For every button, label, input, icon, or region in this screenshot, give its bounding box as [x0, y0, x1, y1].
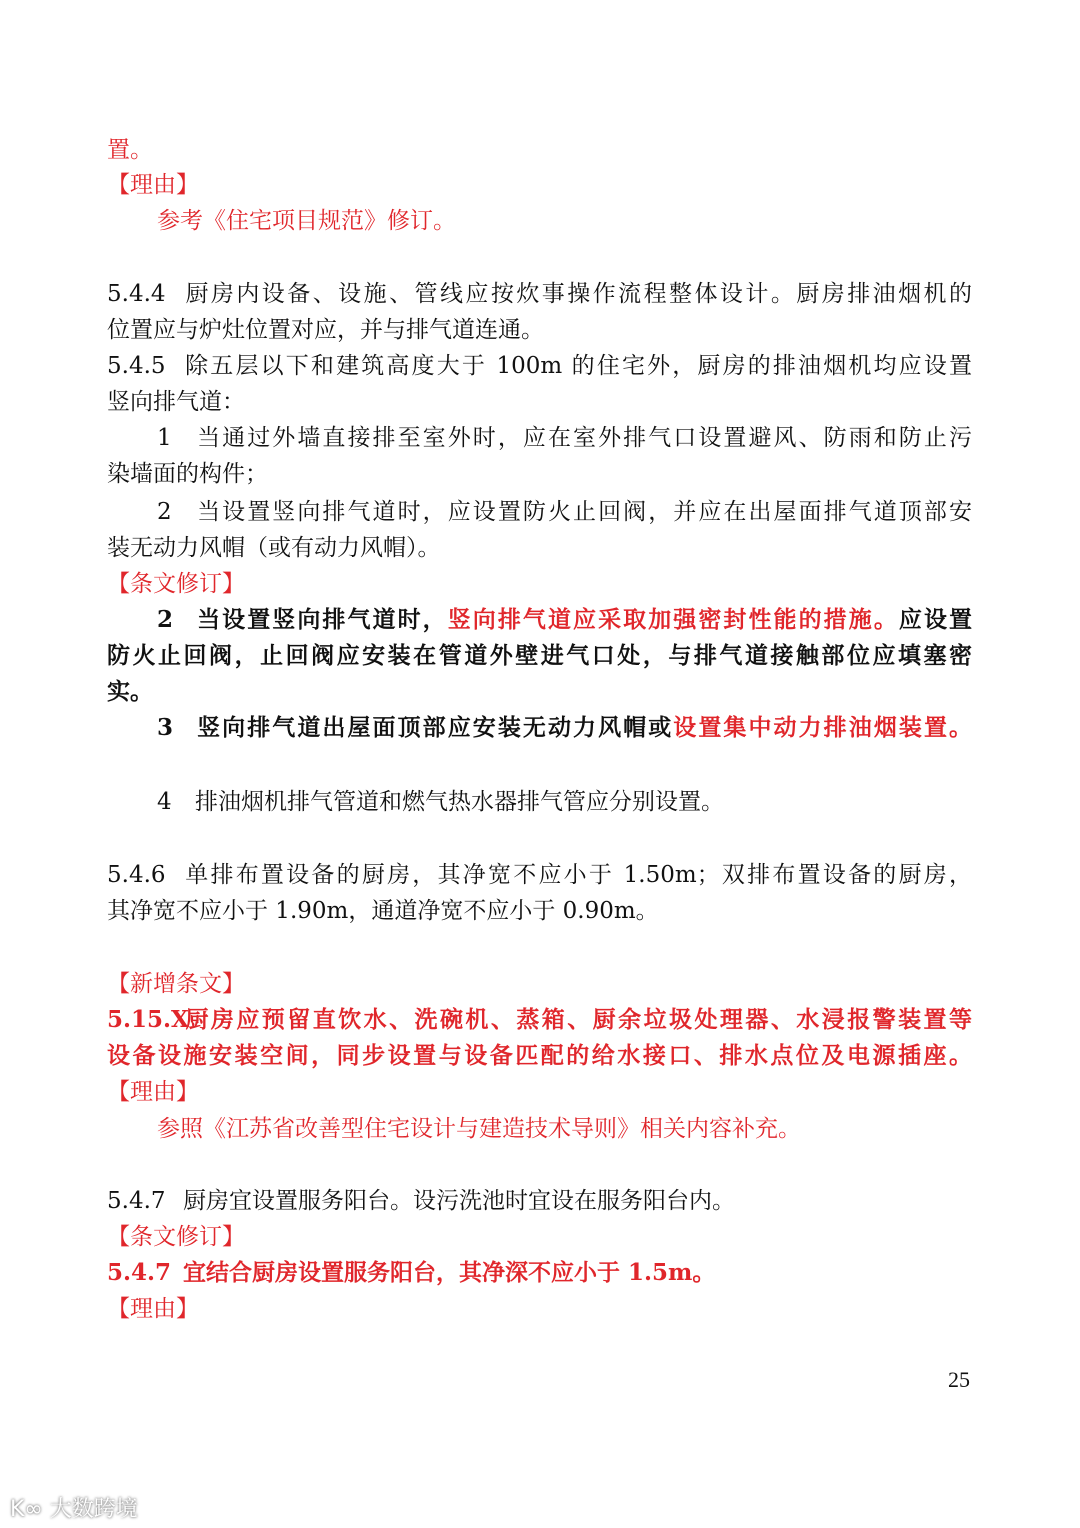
clause-number: 5.4.4 [107, 281, 166, 307]
revised-clause-5-4-7 [107, 1258, 972, 1288]
clause-5-4-5-line2: 竖向排气道： [107, 389, 245, 415]
page-number: 25 [948, 1367, 970, 1392]
clause-text: 宜结合厨房设置服务阳台，其净深不应小于 1.5m。 [183, 1259, 716, 1286]
clause-number: 5.4.7 [107, 1188, 166, 1214]
item-2-line1 [157, 497, 972, 527]
item-1-line2: 染墙面的构件； [107, 461, 268, 487]
revision-label: 【条文修订】 [107, 571, 245, 597]
clause-text: 厨房内设备、设施、管线应按炊事操作流程整体设计。厨房排油烟机的 [183, 281, 972, 307]
clause-number: 5.4.7 [107, 1259, 172, 1286]
reason-label: 【理由】 [107, 1296, 199, 1322]
item-number: 1 [157, 425, 172, 451]
item-1-line1 [157, 423, 972, 453]
new-clause-line2: 设备设施安装空间，同步设置与设备匹配的给水接口、排水点位及电源插座。 [107, 1042, 972, 1069]
item-4 [157, 787, 1022, 817]
clause-5-4-4-line1 [107, 279, 972, 309]
watermark-icon: K∞ [10, 1497, 50, 1522]
reason-label: 【理由】 [107, 172, 199, 198]
clause-5-4-4-line2: 位置应与炉灶位置对应，并与排气道连通。 [107, 317, 544, 343]
item-number: 2 [157, 606, 174, 633]
clause-text: 除五层以下和建筑高度大于 100m 的住宅外，厨房的排油烟机均应设置 [183, 353, 972, 379]
new-clause-line1 [107, 1005, 972, 1035]
item-text: 当设置竖向排气道时，应设置防火止回阀，并应在出屋面排气道顶部安 [195, 499, 972, 525]
item-text: 应设置 [898, 606, 973, 633]
item-number: 4 [157, 789, 172, 815]
clause-5-4-5-line1 [107, 351, 972, 381]
revised-item-2-line1 [157, 605, 972, 635]
item-number: 2 [157, 499, 172, 525]
clause-5-4-7 [107, 1186, 972, 1216]
clause-5-4-6-line2: 其净宽不应小于 1.90m，通道净宽不应小于 0.90m。 [107, 898, 659, 924]
revised-item-2-line3: 实。 [107, 678, 153, 705]
reason-text: 参照《江苏省改善型住宅设计与建造技术导则》相关内容补充。 [157, 1116, 801, 1142]
clause-number: 5.15.X [107, 1006, 189, 1033]
watermark-text: 大数跨境 [49, 1497, 138, 1522]
clause-text: 厨房宜设置服务阳台。设污洗池时宜设在服务阳台内。 [183, 1188, 735, 1214]
revised-item-2-line2: 防火止回阀，止回阀应安装在管道外壁进气口处，与排气道接触部位应填塞密 [107, 642, 972, 669]
clause-text: 厨房应预留直饮水、洗碗机、蒸箱、厨余垃圾处理器、水浸报警装置等 [183, 1006, 972, 1033]
clause-number: 5.4.6 [107, 862, 166, 888]
item-text: 排油烟机排气管道和燃气热水器排气管应分别设置。 [195, 789, 724, 815]
item-text-revised: 设置集中动力排油烟装置。 [673, 714, 973, 741]
clause-5-4-6-line1 [107, 860, 972, 890]
watermark-logo [10, 1492, 138, 1523]
item-number: 3 [157, 714, 174, 741]
clause-number: 5.4.5 [107, 353, 166, 379]
item-text: 当通过外墙直接排至室外时，应在室外排气口设置避风、防雨和防止污 [195, 425, 972, 451]
item-text: 竖向排气道出屋面顶部应安装无动力风帽或 [195, 714, 674, 741]
continued-text: 置。 [107, 137, 153, 163]
item-text-revised: 竖向排气道应采取加强密封性能的措施。 [447, 606, 899, 633]
clause-text: 单排布置设备的厨房，其净宽不应小于 1.50m；双排布置设备的厨房， [183, 862, 972, 888]
revised-item-3 [157, 713, 972, 743]
revision-label: 【条文修订】 [107, 1224, 245, 1250]
new-clause-label: 【新增条文】 [107, 971, 245, 997]
reason-label: 【理由】 [107, 1079, 199, 1105]
reason-text: 参考《住宅项目规范》修订。 [157, 208, 456, 234]
item-2-line2: 装无动力风帽（或有动力风帽）。 [107, 535, 441, 561]
item-text: 当设置竖向排气道时， [195, 606, 448, 633]
